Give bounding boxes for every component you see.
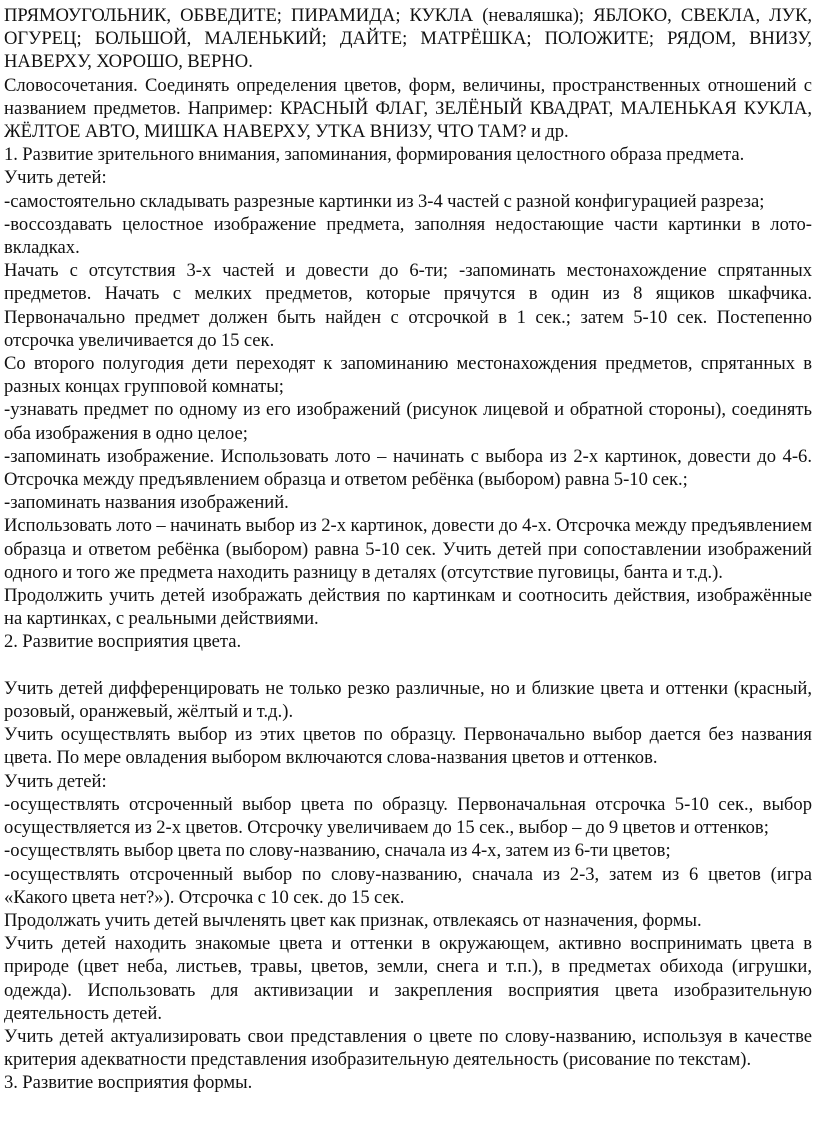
paragraph-colors-in-environment: Учить детей находить знакомые цвета и оттенки в окружающем, активно воспринимать цвета в природе (цвет неба, листьев, травы, цветов, земли, снега и т.п.), в предметах обихода (игрушки, одежда). Использовать для активизации и закрепления восприятия цвета изобразительную деятельность детей.	[4, 933, 812, 1024]
paragraph-remember-names: -запоминать названия изображений.	[4, 492, 289, 514]
paragraph-choice-by-word: -осуществлять выбор цвета по слову-названию, сначала из 4-х, затем из 6-ти цветов;	[4, 840, 671, 862]
paragraph-teach-children: Учить детей:	[4, 167, 107, 189]
paragraph-teach-children-2: Учить детей:	[4, 770, 107, 792]
paragraph-start-with-parts: Начать с отсутствия 3-х частей и довести до 6-ти; -запоминать местонахождение спрятанных предметов. Начать с мелких предметов, которые прячутся в один из 8 ящиков шкафчика. Первоначально предмет должен быть найден с отсрочкой в 1 сек.; затем 5-10 сек. Постепенно отсрочка увеличивается до 15 сек.	[4, 260, 812, 351]
paragraph-second-half-year: Со второго полугодия дети переходят к запоминанию местонахождения предметов, спрятанных в разных концах групповой комнаты;	[4, 353, 812, 398]
paragraph-recognize-object: -узнавать предмет по одному из его изображений (рисунок лицевой и обратной стороны), соединять оба изображения в одно целое;	[4, 399, 812, 444]
paragraph-recreate-image: -воссоздавать целостное изображение предмета, заполняя недостающие части картинки в лото-вкладках.	[4, 213, 812, 259]
paragraph-differentiate-colors: Учить детей дифференцировать не только резко различные, но и близкие цвета и оттенки (красный, розовый, оранжевый, жёлтый и т.д.).	[4, 677, 812, 723]
paragraph-assemble-pictures: -самостоятельно складывать разрезные картинки из 3-4 частей с разной конфигурацией разреза;	[4, 190, 765, 212]
paragraph-word-combinations: Словосочетания. Соединять определения цветов, форм, величины, пространственных отношений с названием предметов. Например: КРАСНЫЙ ФЛАГ, ЗЕЛЁНЫЙ КВАДРАТ, МАЛЕНЬКАЯ КУКЛА, ЖЁЛТОЕ АВТО, МИШКА НАВЕРХУ, УТКА ВНИЗУ, ЧТО ТАМ? и др.	[4, 74, 812, 143]
paragraph-delayed-choice-by-word: -осуществлять отсроченный выбор по слову-названию, сначала из 2-3, затем из 6 цветов (игра «Какого цвета нет?»). Отсрочка с 10 сек. до 15 сек.	[4, 863, 812, 908]
paragraph-choose-by-sample: Учить осуществлять выбор из этих цветов по образцу. Первоначально выбор дается без названия цвета. По мере овладения выбором включаются слова-названия цветов и оттенков.	[4, 724, 812, 769]
paragraph-depict-actions: Продолжить учить детей изображать действия по картинкам и соотносить действия, изображённые на картинках, с реальными действиями.	[4, 585, 812, 630]
paragraph-use-lotto: Использовать лото – начинать выбор из 2-х картинок, довести до 4-х. Отсрочка между предъявлением образца и ответом ребёнка (выбором) равна 5-10 сек. Учить детей при сопоставлении изображений одного и того же предмета находить разницу в деталях (отсутствие пуговицы, банта и т.д.).	[4, 515, 812, 583]
blank-line	[4, 654, 812, 677]
paragraph-color-as-feature: Продолжать учить детей вычленять цвет как признак, отвлекаясь от назначения, формы.	[4, 909, 702, 931]
paragraph-delayed-choice: -осуществлять отсроченный выбор цвета по образцу. Первоначальная отсрочка 5-10 сек., выбор осуществляется из 2-х цветов. Отсрочку увеличиваем до 15 сек., выбор – до 9 цветов и оттенков;	[4, 793, 812, 839]
section-heading-color-perception: 2. Развитие восприятия цвета.	[4, 631, 242, 653]
section-heading-form-perception: 3. Развитие восприятия формы.	[4, 1072, 253, 1094]
section-heading-visual-attention: 1. Развитие зрительного внимания, запоминания, формирования целостного образа предмета.	[4, 144, 745, 166]
paragraph-actualize-ideas: Учить детей актуализировать свои представления о цвете по слову-названию, используя в качестве критерия адекватности представления изобразительную деятельность (рисование по текстам).	[4, 1025, 812, 1071]
paragraph-remember-image: -запоминать изображение. Использовать лото – начинать с выбора из 2-х картинок, довести до 4-6. Отсрочка между предъявлением образца и ответом ребёнка (выбором) равна 5-10 сек.;	[4, 445, 812, 491]
paragraph-word-list: ПРЯМОУГОЛЬНИК, ОБВЕДИТЕ; ПИРАМИДА; КУКЛА (неваляшка); ЯБЛОКО, СВЕКЛА, ЛУК, ОГУРЕЦ; БОЛЬШОЙ, МАЛЕНЬКИЙ; ДАЙТЕ; МАТРЁШКА; ПОЛОЖИТЕ; РЯДОМ, ВНИЗУ, НАВЕРХУ, ХОРОШО, ВЕРНО.	[4, 5, 812, 73]
